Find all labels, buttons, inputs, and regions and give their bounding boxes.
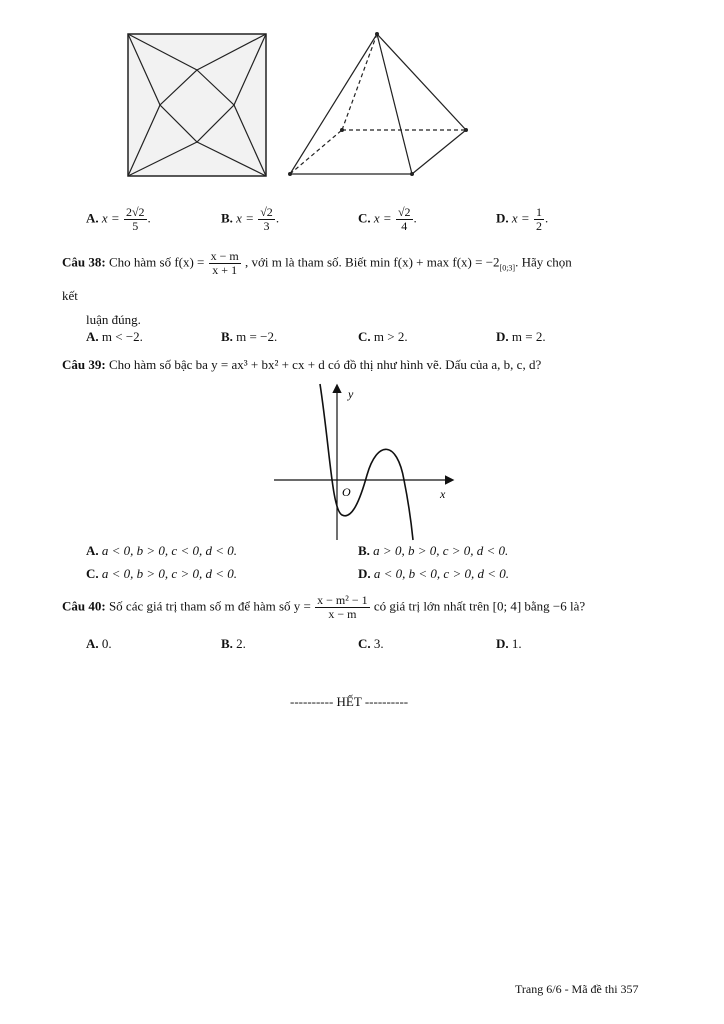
q38-cond: min f(x) + max f(x) = −2: [369, 254, 500, 270]
q40-option-a: A. 0.: [86, 636, 112, 651]
q39-question: [62, 357, 541, 373]
q39-option-c: C. a < 0, b > 0, c > 0, d < 0.: [86, 566, 238, 581]
q40-text1: Số các giá trị tham số m để hàm số y =: [108, 598, 311, 614]
q38-question: Câu 38: Cho hàm số f(x) = $\frac{x - m}{x + 1}$ , với m là tham số. Biết $\min f(x) + \max f(x) = -2_{[0;3]}$. Hãy chọn: [62, 249, 572, 278]
q40-option-b: B. 2.: [221, 636, 246, 651]
q40-option-c: C. 3.: [358, 636, 384, 651]
q38-option-d: D. m = 2.: [496, 329, 546, 344]
page-footer: Trang 6/6 - Mã đề thi 357: [515, 982, 639, 996]
pyramid-figure: [282, 28, 472, 180]
x-axis-label: x: [440, 487, 446, 501]
origin-label: O: [342, 485, 351, 499]
q39-label: Câu 39:: [62, 357, 106, 372]
q38-line3: luận đúng.: [86, 312, 141, 327]
end-marker: ---------- HẾT ----------: [290, 694, 409, 709]
q39-option-d: D. a < 0, b < 0, c > 0, d < 0.: [358, 566, 510, 581]
q40-question: Câu 40: Số các giá trị tham số m để hàm số y = $\frac{\text{x − m² − 1}}{x - m}$ có giá trị lớn nhất trên [0; 4] bằng −6 là?: [62, 593, 586, 622]
q38-line2: kết: [62, 288, 78, 303]
square-net-figure: [122, 30, 272, 180]
y-axis-label: y: [348, 387, 354, 401]
q38-option-c: C. m > 2.: [358, 329, 408, 344]
q38-text2: , với m là tham số. Biết: [245, 254, 367, 270]
q38-text1: Cho hàm số f(x) =: [108, 254, 205, 270]
q39-option-a: A. a < 0, b > 0, c < 0, d < 0.: [86, 543, 238, 558]
cubic-graph: [272, 380, 462, 545]
q39-text: Cho hàm số bậc ba y = ax³ + bx² + cx + d có đồ thị như hình vẽ. Dấu của a, b, c, d?: [108, 357, 542, 372]
q37-option-d: D. x = $\frac{1}{2}$ .: [496, 205, 549, 234]
q40-label: Câu 40:: [62, 598, 106, 614]
q39-option-b: B. a > 0, b > 0, c > 0, d < 0.: [358, 543, 509, 558]
q37-option-a: A. x = $\frac{2√2}{5}$ .: [86, 205, 151, 234]
q40-text2: có giá trị lớn nhất trên [0; 4] bằng −6 là?: [373, 598, 586, 614]
q38-option-a: A. m < −2.: [86, 329, 143, 344]
cubic-curve: [320, 384, 413, 540]
q37-option-b: B. x = $\frac{√2}{3}$ .: [221, 205, 280, 234]
q40-option-d: D. 1.: [496, 636, 522, 651]
q38-label: Câu 38:: [62, 254, 106, 270]
q37-option-c: C. x = $\frac{√2}{4}$ .: [358, 205, 417, 234]
q38-option-b: B. m = −2.: [221, 329, 278, 344]
